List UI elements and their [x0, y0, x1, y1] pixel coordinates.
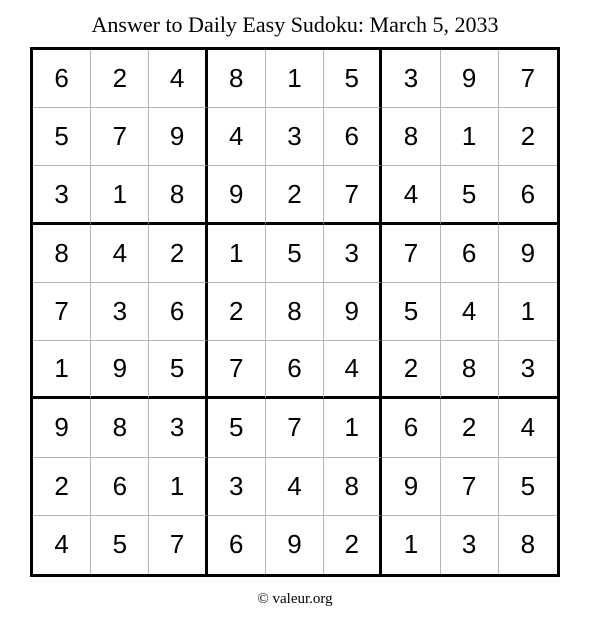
sudoku-cell-r5-c7: 5: [382, 283, 440, 341]
sudoku-cell-r8-c1: 2: [33, 458, 91, 516]
sudoku-cell-r8-c8: 7: [441, 458, 499, 516]
sudoku-cell-r1-c7: 3: [382, 50, 440, 108]
sudoku-cell-r2-c6: 6: [324, 108, 382, 166]
sudoku-cell-r8-c9: 5: [499, 458, 557, 516]
sudoku-cell-r5-c6: 9: [324, 283, 382, 341]
sudoku-cell-r3-c4: 9: [208, 166, 266, 224]
sudoku-cell-r2-c9: 2: [499, 108, 557, 166]
copyright-footer: © valeur.org: [257, 591, 333, 607]
sudoku-cell-r9-c8: 3: [441, 516, 499, 574]
sudoku-cell-r6-c7: 2: [382, 341, 440, 399]
sudoku-cell-r1-c6: 5: [324, 50, 382, 108]
sudoku-cell-r3-c3: 8: [149, 166, 207, 224]
sudoku-cell-r5-c4: 2: [208, 283, 266, 341]
sudoku-cell-r6-c9: 3: [499, 341, 557, 399]
sudoku-cell-r2-c4: 4: [208, 108, 266, 166]
sudoku-cell-r1-c9: 7: [499, 50, 557, 108]
sudoku-cell-r2-c5: 3: [266, 108, 324, 166]
sudoku-cell-r1-c1: 6: [33, 50, 91, 108]
sudoku-cell-r9-c6: 2: [324, 516, 382, 574]
sudoku-cell-r6-c8: 8: [441, 341, 499, 399]
sudoku-cell-r2-c1: 5: [33, 108, 91, 166]
sudoku-cell-r7-c2: 8: [91, 399, 149, 457]
sudoku-cell-r9-c7: 1: [382, 516, 440, 574]
sudoku-cell-r7-c1: 9: [33, 399, 91, 457]
sudoku-cell-r9-c3: 7: [149, 516, 207, 574]
sudoku-cell-r9-c1: 4: [33, 516, 91, 574]
sudoku-cell-r8-c2: 6: [91, 458, 149, 516]
sudoku-cell-r1-c4: 8: [208, 50, 266, 108]
sudoku-cell-r4-c5: 5: [266, 225, 324, 283]
sudoku-cell-r2-c7: 8: [382, 108, 440, 166]
sudoku-cell-r4-c2: 4: [91, 225, 149, 283]
sudoku-cell-r4-c8: 6: [441, 225, 499, 283]
sudoku-cell-r4-c1: 8: [33, 225, 91, 283]
sudoku-cell-r1-c5: 1: [266, 50, 324, 108]
page-title: Answer to Daily Easy Sudoku: March 5, 2033: [91, 12, 499, 37]
sudoku-cell-r4-c9: 9: [499, 225, 557, 283]
sudoku-cell-r5-c9: 1: [499, 283, 557, 341]
sudoku-cell-r2-c2: 7: [91, 108, 149, 166]
sudoku-cell-r6-c6: 4: [324, 341, 382, 399]
sudoku-cell-r6-c1: 1: [33, 341, 91, 399]
sudoku-cell-r9-c4: 6: [208, 516, 266, 574]
sudoku-cell-r6-c5: 6: [266, 341, 324, 399]
sudoku-cell-r4-c3: 2: [149, 225, 207, 283]
sudoku-cell-r8-c3: 1: [149, 458, 207, 516]
sudoku-cell-r3-c5: 2: [266, 166, 324, 224]
sudoku-cell-r7-c8: 2: [441, 399, 499, 457]
sudoku-cell-r1-c2: 2: [91, 50, 149, 108]
sudoku-cell-r8-c4: 3: [208, 458, 266, 516]
sudoku-cell-r9-c9: 8: [520, 529, 536, 560]
sudoku-cell-r7-c5: 7: [266, 399, 324, 457]
sudoku-cell-r1-c8: 9: [441, 50, 499, 108]
sudoku-cell-r6-c2: 9: [91, 341, 149, 399]
sudoku-cell-r3-c1: 3: [33, 166, 91, 224]
sudoku-board: [30, 47, 560, 577]
sudoku-cell-r3-c7: 4: [382, 166, 440, 224]
sudoku-cell-r8-c7: 9: [382, 458, 440, 516]
sudoku-cell-r4-c6: 3: [324, 225, 382, 283]
sudoku-cell-r7-c7: 6: [382, 399, 440, 457]
sudoku-cell-r3-c9: 6: [499, 166, 557, 224]
sudoku-cell-r1-c3: 4: [149, 50, 207, 108]
sudoku-cell-r6-c3: 5: [149, 341, 207, 399]
sudoku-cell-r7-c6: 1: [324, 399, 382, 457]
sudoku-cell-r7-c9: 4: [499, 399, 557, 457]
sudoku-cell-r5-c3: 6: [149, 283, 207, 341]
sudoku-cell-r7-c3: 3: [149, 399, 207, 457]
sudoku-cell-r5-c5: 8: [266, 283, 324, 341]
sudoku-cell-r7-c4: 5: [208, 399, 266, 457]
sudoku-cell-r8-c6: 8: [324, 458, 382, 516]
sudoku-cell-r2-c3: 9: [149, 108, 207, 166]
sudoku-cell-r2-c8: 1: [441, 108, 499, 166]
sudoku-cell-r3-c8: 5: [441, 166, 499, 224]
sudoku-cell-r4-c4: 1: [208, 225, 266, 283]
sudoku-cell-r3-c6: 7: [324, 166, 382, 224]
sudoku-cell-r3-c2: 1: [91, 166, 149, 224]
sudoku-cell-r5-c2: 3: [91, 283, 149, 341]
sudoku-cell-r6-c4: 7: [208, 341, 266, 399]
sudoku-cell-r5-c8: 4: [441, 283, 499, 341]
sudoku-cell-r9-c5: 9: [266, 516, 324, 574]
sudoku-cell-r5-c1: 7: [33, 283, 91, 341]
sudoku-cell-r4-c7: 7: [382, 225, 440, 283]
sudoku-cell-r8-c5: 4: [266, 458, 324, 516]
sudoku-cell-r9-c2: 5: [91, 516, 149, 574]
